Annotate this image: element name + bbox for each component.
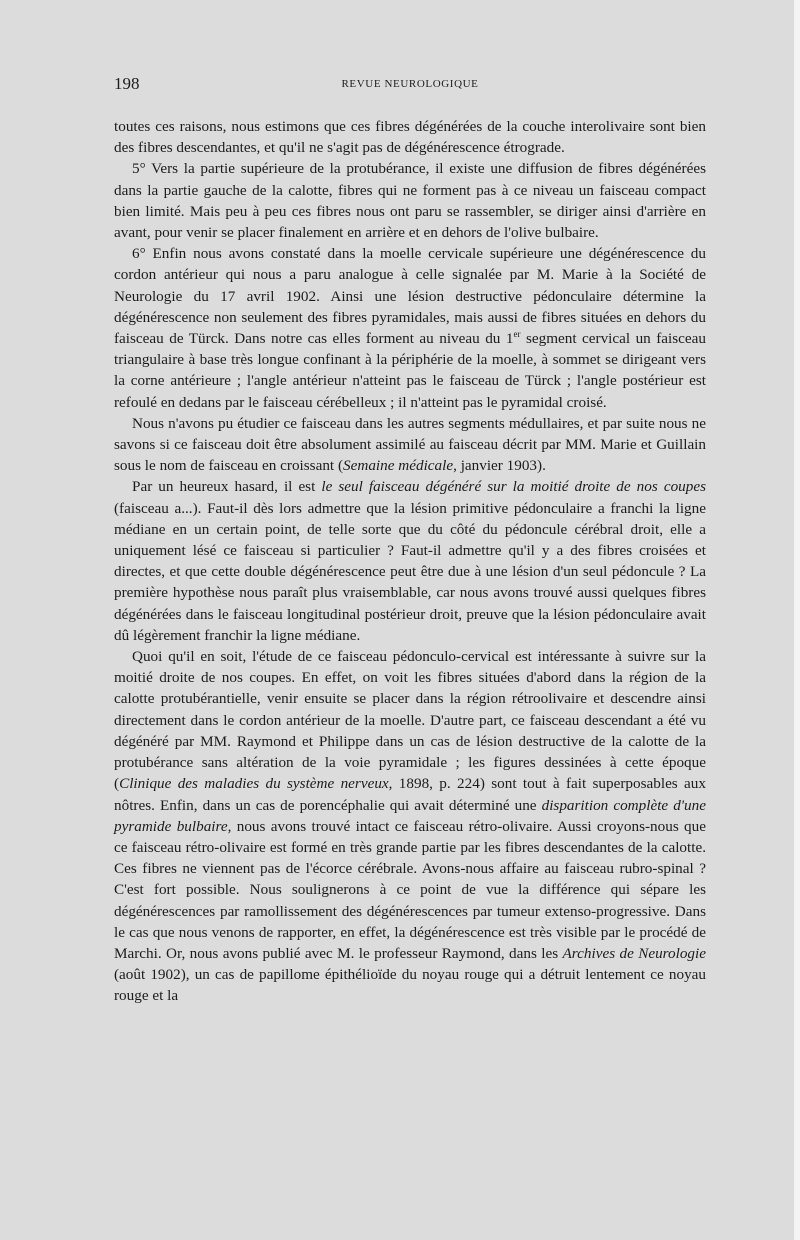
paragraph-6-part-a: Quoi qu'il en soit, l'étude de ce faisceau pédonculo-cervical est intéressante à suivre sur la moitié droite de nos coupes. En effet, on voit les fibres situées d'abord dans la région de la calotte protubérantielle, venir ensuite se placer dans la région rétroolivaire et descendre ainsi directement dans le cordon antérieur de la moelle. D'autre part, ce faisceau descendant a été vu dégénéré par MM. Raymond et Philippe dans un cas de lésion destructive de la calotte de la protubérance sans altération de la voie pyramidale ; les figures dessinées à cette époque ( — [114, 648, 706, 793]
paragraph-3 — [114, 243, 706, 413]
journal-title: REVUE NEUROLOGIQUE — [341, 78, 479, 90]
paragraph-4-part-b: , janvier 1903). — [453, 457, 546, 475]
paragraph-5-part-a: Par un heureux hasard, il est — [132, 478, 322, 496]
paragraph-6-part-c: , nous avons trouvé intact ce faisceau rétro-olivaire. Aussi croyons-nous que ce faisceau rétro-olivaire est formé en très grande partie par les fibres descendantes de la calotte. Ces fibres ne viennent pas de l'écorce cérébrale. Avons-nous affaire au faisceau rubro-spinal ? C'est fort possible. Nous soulignerons à ce point de vue la différence qui sépare les dégénérescences par ramollissement des dégénérescences par tumeur extenso-progressive. Dans le cas que nous venons de rapporter, en effet, la dégénérescence est très visible par le procédé de Marchi. Or, nous avons publié avec M. le professeur Raymond, dans les — [114, 817, 706, 962]
paragraph-3-superscript: er — [513, 328, 521, 339]
paragraph-5-part-b: (faisceau a...). Faut-il dès lors admettre que la lésion primitive pédonculaire a franchi la ligne médiane en un certain point, de telle sorte que du côté du pédoncule cérébral droit, elle a uniquement lésé ce faisceau si particulier ? Faut-il admettre qu'il y a des fibres croisées et directes, et que cette double dégénérescence peut être due à une lésion d'un seul pédoncule ? La première hypothèse nous paraît plus vraisemblable, car nous avons trouvé aussi quelques fibres dégénérées dans le faisceau longitudinal postérieur droit, preuve que la lésion pédonculaire avait dû légèrement franchir la ligne médiane. — [114, 499, 706, 644]
paragraph-2: 5° Vers la partie supérieure de la protubérance, il existe une diffusion de fibres dégénérées dans la partie gauche de la calotte, fibres qui ne forment pas à ce niveau un faisceau compact bien limité. Mais peu à peu ces fibres nous ont paru se rassembler, se diriger ainsi d'arrière en avant, pour venir se placer finalement en arrière et en dehors de l'olive bulbaire. — [114, 160, 706, 242]
paragraph-6-part-d: (août 1902), un cas de papillome épithélioïde du noyau rouge qui a détruit lentement ce noyau rouge et la — [114, 966, 706, 1005]
body-text — [114, 116, 706, 1007]
paragraph-4-part-a: Nous n'avons pu étudier ce faisceau dans les autres segments médullaires, et par suite nous ne savons si ce faisceau doit être absolument assimilé au faisceau décrit par MM. Marie et Guillain sous le nom de faisceau en croissant ( — [114, 414, 706, 475]
paragraph-6 — [114, 646, 706, 1006]
paragraph-3-part-a: 6° Enfin nous avons constaté dans la moelle cervicale supérieure une dégénérescence du cordon antérieur qui nous a paru analogue à celle signalée par M. Marie à la Société de Neurologie du 17 avril 1902. Ainsi une lésion destructive pédonculaire détermine la dégénérescence non seulement des fibres pyramidales, mais aussi de fibres situées en dehors du faisceau de Türck. Dans notre cas elles forment au niveau du 1 — [114, 245, 706, 348]
paragraph-3-part-b: segment cervical un faisceau triangulaire à base très longue confinant à la périphérie de la moelle, à sommet se dirigeant vers la corne antérieure ; l'angle antérieur n'atteint pas le faisceau de Türck ; l'angle postérieur est refoulé en dedans par le faisceau cérébelleux ; il n'atteint pas le pyramidal croisé. — [114, 330, 706, 411]
paragraph-5 — [114, 476, 706, 646]
paragraph-6-italic-2: disparition complète d'une pyramide bulbaire — [114, 796, 706, 835]
running-head — [114, 74, 706, 94]
page-edge — [794, 0, 800, 1240]
paragraph-6-part-b: , 1898, p. 224) sont tout à fait superposables aux nôtres. Enfin, dans un cas de porencéphalie qui avait déterminé une — [114, 775, 706, 814]
paragraph-1: toutes ces raisons, nous estimons que ces fibres dégénérées de la couche interolivaire sont bien des fibres descendantes, et qu'il ne s'agit pas de dégénérescence étrograde. — [114, 118, 706, 157]
page-number: 198 — [114, 74, 140, 93]
paragraph-5-italic: le seul faisceau dégénéré sur la moitié droite de nos coupes — [321, 478, 707, 496]
paragraph-6-italic-3: Archives de Neurologie — [562, 944, 706, 962]
paragraph-4 — [114, 413, 706, 477]
paragraph-4-italic-title: Semaine médicale — [343, 457, 454, 475]
paragraph-6-italic-1: Clinique des maladies du système nerveux — [119, 775, 389, 793]
